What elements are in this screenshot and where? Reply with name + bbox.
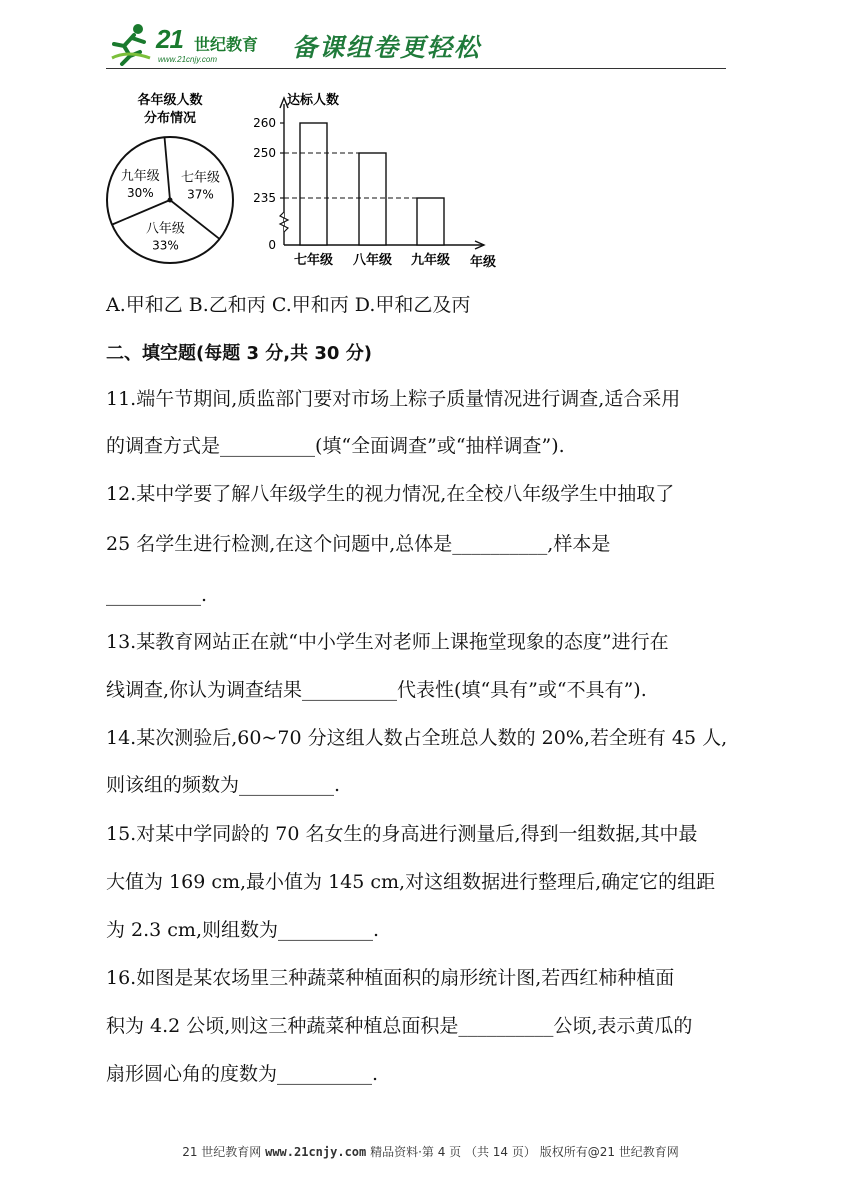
footer-page-info: 精品资料·第 4 页 （共 14 页） 版权所有@21 世纪教育网 [370,1145,679,1159]
bar-rect [417,198,444,245]
pie-center-dot [168,198,173,203]
question-13-line-2: 线调查,你认为调查结果__________代表性(填“具有”或“不具有”). [106,679,647,701]
x-tick-label: 八年级 [352,253,393,268]
answer-options: A.甲和乙 B.乙和丙 C.甲和丙 D.甲和乙及丙 [106,294,471,316]
runner-logo-icon [108,22,154,66]
pie-title-line1: 各年级人数 [137,93,203,108]
y-tick-label: 250 [253,146,276,160]
pie-slice-percent: 33% [152,238,179,253]
question-15-line-1: 15.对某中学同龄的 70 名女生的身高进行测量后,得到一组数据,其中最 [106,823,698,845]
axis-break-mark [280,212,288,232]
header-divider [106,68,726,69]
logo-url: www.21cnjy.com [158,55,217,64]
question-11-line-2: 的调查方式是__________(填“全面调查”或“抽样调查”). [106,435,565,457]
question-14-line-1: 14.某次测验后,60~70 分这组人数占全班总人数的 20%,若全班有 45 人, [106,727,728,749]
bar-3 [253,191,450,268]
pie-slice-label: 八年级 [145,221,185,237]
pie-slice-label: 七年级 [180,170,220,186]
y-tick-label: 260 [253,116,276,130]
pie-slice-label: 九年级 [120,169,160,185]
page-footer [0,1143,861,1160]
page-header [106,22,726,72]
question-11-line-1: 11.端午节期间,质监部门要对市场上粽子质量情况进行调查,适合采用 [106,388,681,410]
footer-site-name: 21 世纪教育网 [182,1145,262,1159]
question-16-line-2: 积为 4.2 公顷,则这三种蔬菜种植总面积是__________公顷,表示黄瓜的 [106,1015,693,1037]
question-15-line-3: 为 2.3 cm,则组数为__________. [106,919,380,941]
footer-url: www.21cnjy.com [265,1145,367,1159]
question-15-line-2: 大值为 169 cm,最小值为 145 cm,对这组数据进行整理后,确定它的组距 [106,871,716,893]
statistics-figure [100,88,510,273]
y-tick-label: 0 [268,238,276,252]
pie-slice-percent: 30% [126,186,154,201]
bar-chart [253,98,484,268]
question-12-line-1: 12.某中学要了解八年级学生的视力情况,在全校八年级学生中抽取了 [106,483,675,505]
question-16-line-1: 16.如图是某农场里三种蔬菜种植面积的扇形统计图,若西红柿种植面 [106,967,675,989]
question-12-line-2: 25 名学生进行检测,在这个问题中,总体是__________,样本是 [106,533,611,555]
section-title: 二、填空题(每题 3 分,共 30 分) [106,343,372,364]
logo-number: 21 [156,24,183,54]
question-13-line-1: 13.某教育网站正在就“中小学生对老师上课拖堂现象的态度”进行在 [106,631,669,653]
header-slogan: 备课组卷更轻松 [292,33,482,62]
question-12-line-3: __________. [106,584,208,606]
bar-y-axis-label: 达标人数 [287,93,340,108]
x-tick-label: 七年级 [293,253,334,268]
bar-x-axis-label: 年级 [470,255,497,270]
pie-title-line2: 分布情况 [143,111,197,126]
pie-chart [107,137,233,263]
x-tick-label: 九年级 [410,253,451,268]
question-16-line-3: 扇形圆心角的度数为__________. [106,1063,379,1085]
bar-rect [300,123,327,245]
bar-rect [359,153,386,245]
y-tick-label: 235 [253,191,276,205]
logo-brand: 世纪教育 [194,35,259,54]
pie-slice-percent: 37% [187,187,214,202]
question-14-line-2: 则该组的频数为__________. [106,774,341,796]
